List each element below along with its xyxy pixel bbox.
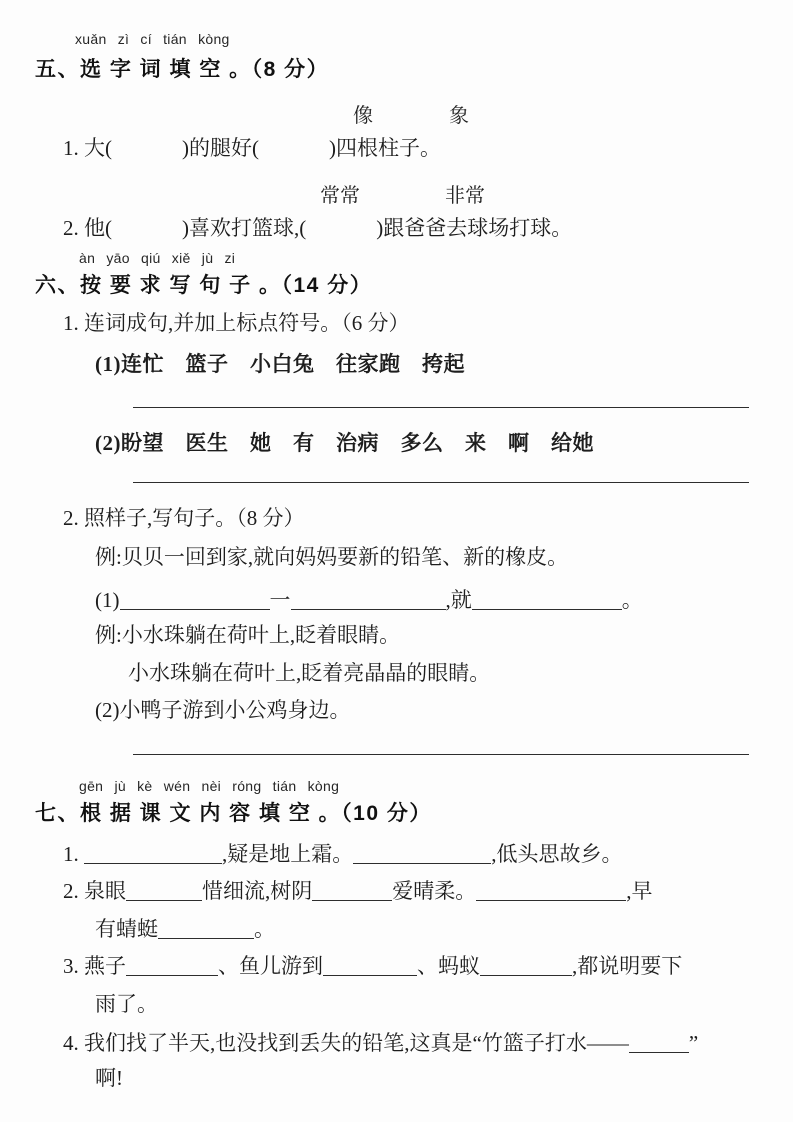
blank-line xyxy=(120,588,270,610)
blank-line xyxy=(158,917,254,939)
section5-item-2 xyxy=(63,215,572,241)
text-run: 2. 他( xyxy=(63,216,112,240)
section7-item-4-line2: 啊! xyxy=(95,1066,123,1090)
text-run: (1) xyxy=(95,588,120,612)
section7-item-3-line1 xyxy=(63,951,682,979)
blank-line xyxy=(476,879,626,901)
section5-item-1 xyxy=(63,135,441,161)
text-run: 3. 燕子 xyxy=(63,954,126,978)
option-word: 像 xyxy=(353,105,373,127)
section7-item-1 xyxy=(63,839,623,867)
section6-q2-sub1 xyxy=(95,585,643,613)
blank-line xyxy=(472,588,622,610)
text-run: ,早 xyxy=(626,879,653,903)
text-run: )喜欢打篮球,( xyxy=(182,216,307,240)
section7-item-2-line1 xyxy=(63,876,653,904)
text-run: 惜细流,树阴 xyxy=(202,879,313,903)
blank-line xyxy=(480,954,572,976)
text-run: 2. 泉眼 xyxy=(63,879,126,903)
section6-heading: 六、按 要 求 写 句 子 。（14 分） xyxy=(35,274,373,297)
section6-q2-example1: 例:贝贝一回到家,就向妈妈要新的铅笔、新的橡皮。 xyxy=(95,545,569,569)
text-run: 4. 我们找了半天,也没找到丢失的铅笔,这真是“竹篮子打水—— xyxy=(63,1031,629,1055)
section7-pinyin: gēn jù kè wén nèi róng tián kòng xyxy=(79,778,340,794)
section7-heading: 七、根 据 课 文 内 容 填 空 。（10 分） xyxy=(35,802,432,825)
blank-line xyxy=(126,879,202,901)
text-run: )的腿好( xyxy=(182,136,259,160)
text-run: 一 xyxy=(269,588,291,612)
section6-q1-sub1: (1)连忙 篮子 小白兔 往家跑 挎起 xyxy=(95,352,465,376)
section5-pinyin: xuǎn zì cí tián kòng xyxy=(75,31,230,47)
section7-item-3-line2: 雨了。 xyxy=(95,992,158,1016)
section7-item-2-line2 xyxy=(95,914,275,942)
blank-line xyxy=(291,588,446,610)
text-run: ,就 xyxy=(445,588,472,612)
blank-line xyxy=(323,954,417,976)
text-run: 、蚂蚁 xyxy=(417,954,480,978)
text-run: 。 xyxy=(621,588,643,612)
option-word: 非常 xyxy=(445,185,485,207)
text-run: 1. 大( xyxy=(63,136,112,160)
section6-q2-title: 2. 照样子,写句子。（8 分） xyxy=(63,506,305,530)
text-run: )四根柱子。 xyxy=(329,136,441,160)
text-run: 爱晴柔。 xyxy=(392,879,477,903)
blank-line xyxy=(353,842,491,864)
blank-line xyxy=(629,1031,689,1053)
blank-line xyxy=(312,879,392,901)
blank-line xyxy=(84,842,222,864)
text-run: )跟爸爸去球场打球。 xyxy=(376,216,573,240)
section6-q2-example2-answer: 小水珠躺在荷叶上,眨着亮晶晶的眼睛。 xyxy=(128,661,491,685)
answer-line xyxy=(133,754,749,755)
text-run: ,都说明要下 xyxy=(572,954,683,978)
section6-q1-title: 1. 连词成句,并加上标点符号。（6 分） xyxy=(63,311,410,335)
text-run: 1. xyxy=(63,842,84,866)
text-run: 。 xyxy=(254,917,275,941)
text-run: 有蜻蜓 xyxy=(95,917,158,941)
answer-line xyxy=(133,482,749,483)
text-run: ,疑是地上霜。 xyxy=(222,842,354,866)
blank-line xyxy=(126,954,218,976)
text-run: ,低头思故乡。 xyxy=(491,842,623,866)
section6-q1-sub2: (2)盼望 医生 她 有 治病 多么 来 啊 给她 xyxy=(95,431,594,455)
section5-option-pair-1 xyxy=(353,99,469,128)
text-run: 、鱼儿游到 xyxy=(218,954,323,978)
section6-q2-sub2: (2)小鸭子游到小公鸡身边。 xyxy=(95,698,351,722)
section5-heading: 五、选 字 词 填 空 。（8 分） xyxy=(35,58,330,81)
section7-item-4-line1 xyxy=(63,1028,698,1056)
option-word: 常常 xyxy=(320,185,360,207)
section5-option-pair-2 xyxy=(320,179,485,208)
section6-pinyin: àn yāo qiú xiě jù zi xyxy=(79,250,236,266)
text-run: ” xyxy=(688,1031,699,1055)
option-word: 象 xyxy=(449,105,469,127)
answer-line xyxy=(133,407,749,408)
section6-q2-example2: 例:小水珠躺在荷叶上,眨着眼睛。 xyxy=(95,623,401,647)
